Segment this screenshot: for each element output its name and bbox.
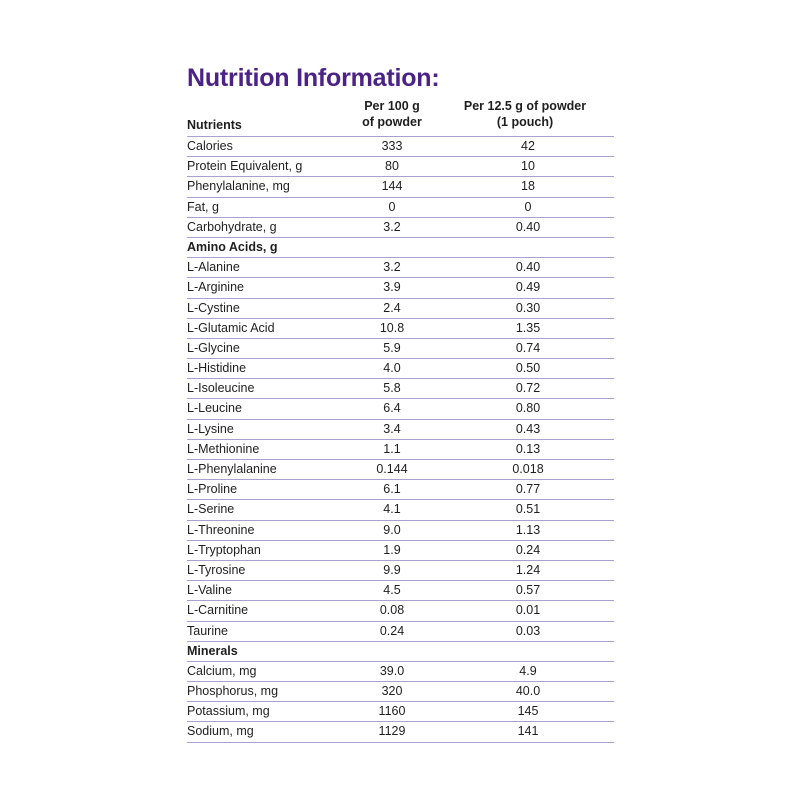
value-per-100g: 4.0: [383, 361, 401, 376]
nutrient-name: L-Glutamic Acid: [187, 320, 275, 335]
value-per-100g: 6.4: [383, 401, 401, 416]
nutrient-name: L-Cystine: [187, 300, 240, 315]
nutrient-name: Sodium, mg: [187, 724, 254, 739]
value-per-100g: 320: [381, 684, 403, 699]
value-per-pouch: 145: [517, 704, 539, 719]
nutrient-name: Calories: [187, 139, 233, 153]
value-per-100g: 333: [381, 139, 403, 153]
table-row: [187, 258, 614, 278]
table-row: [187, 278, 614, 298]
table-row: [187, 359, 614, 379]
value-per-100g: 4.1: [383, 502, 401, 517]
nutrient-name: Carbohydrate, g: [187, 219, 277, 234]
table-row: [187, 561, 614, 581]
nutrient-name: L-Phenylalanine: [187, 462, 277, 476]
table-row: [187, 137, 614, 157]
value-per-100g: 10.8: [379, 320, 405, 335]
value-per-100g: 5.9: [383, 340, 401, 355]
table-row: [187, 521, 614, 541]
header-nutrients: Nutrients: [187, 118, 242, 132]
table-row: [187, 319, 614, 339]
value-per-pouch: 0.77: [515, 482, 541, 497]
value-per-pouch: 0.40: [515, 260, 541, 275]
table-header: [187, 96, 614, 137]
table-row: [187, 299, 614, 319]
value-per-pouch: 141: [517, 724, 539, 739]
table-body: [187, 137, 614, 743]
value-per-pouch: 10: [521, 159, 535, 174]
nutrient-name: L-Serine: [187, 502, 235, 517]
value-per-100g: 4.5: [383, 583, 401, 598]
table-row: [187, 722, 614, 742]
value-per-100g: 0.08: [379, 603, 405, 618]
table-row: [187, 420, 614, 440]
nutrient-name: L-Methionine: [187, 441, 260, 456]
nutrient-name: L-Glycine: [187, 340, 240, 355]
section-header-row: [187, 642, 614, 662]
value-per-100g: 0: [388, 199, 396, 214]
nutrient-name: Calcium, mg: [187, 663, 257, 678]
value-per-pouch: 0.24: [515, 542, 541, 557]
value-per-pouch: 4.9: [519, 663, 537, 678]
value-per-100g: 1.1: [383, 441, 401, 456]
table-row: [187, 177, 614, 197]
table-row: [187, 218, 614, 238]
nutrient-name: L-Threonine: [187, 522, 255, 537]
table-row: [187, 440, 614, 460]
nutrient-name: Potassium, mg: [187, 704, 270, 719]
nutrient-name: L-Valine: [187, 583, 232, 598]
value-per-pouch: 42: [521, 139, 535, 153]
nutrient-name: L-Leucine: [187, 401, 242, 416]
value-per-pouch: 0.01: [515, 603, 541, 618]
nutrient-name: L-Carnitine: [187, 603, 249, 618]
value-per-pouch: 0.49: [515, 280, 541, 295]
value-per-pouch: 0.30: [515, 300, 541, 315]
value-per-100g: 0.144: [376, 462, 408, 476]
value-per-100g: 0.24: [379, 623, 405, 638]
table-row: [187, 581, 614, 601]
value-per-100g: 9.0: [383, 522, 401, 537]
table-row: [187, 702, 614, 722]
value-per-pouch: 0.51: [515, 502, 541, 517]
value-per-pouch: 0.57: [515, 583, 541, 598]
table-row: [187, 157, 614, 177]
table-row: [187, 480, 614, 500]
value-per-pouch: 0.74: [515, 340, 541, 355]
nutrient-name: L-Alanine: [187, 260, 240, 275]
value-per-pouch: 0: [524, 199, 532, 214]
nutrient-name: Amino Acids, g: [187, 239, 278, 254]
value-per-100g: 3.2: [383, 219, 401, 234]
value-per-100g: 5.8: [383, 381, 401, 396]
table-row: [187, 399, 614, 419]
nutrient-name: L-Tyrosine: [187, 562, 246, 577]
value-per-pouch: 40.0: [515, 684, 541, 699]
table-row: [187, 500, 614, 520]
nutrient-name: Phosphorus, mg: [187, 684, 279, 699]
nutrient-name: L-Histidine: [187, 361, 247, 376]
header-per-100g: Per 100 g of powder: [362, 99, 422, 129]
table-row: [187, 541, 614, 561]
value-per-pouch: 0.50: [515, 361, 541, 376]
table-row: [187, 198, 614, 218]
value-per-100g: 1.9: [383, 542, 401, 557]
table-row: [187, 601, 614, 621]
value-per-100g: 1129: [378, 724, 406, 739]
nutrient-name: Minerals: [187, 643, 238, 658]
value-per-pouch: 18: [521, 179, 535, 194]
value-per-100g: 80: [385, 159, 399, 174]
nutrition-table: [187, 96, 614, 743]
value-per-100g: 3.9: [383, 280, 401, 295]
value-per-100g: 1160: [378, 704, 406, 719]
nutrient-name: Phenylalanine, mg: [187, 179, 290, 194]
value-per-100g: 144: [381, 179, 403, 194]
value-per-100g: 9.9: [383, 562, 401, 577]
table-row: [187, 339, 614, 359]
value-per-100g: 6.1: [383, 482, 401, 497]
value-per-pouch: 0.40: [515, 219, 541, 234]
header-per-pouch: Per 12.5 g of powder (1 pouch): [463, 99, 587, 129]
nutrient-name: Fat, g: [187, 199, 219, 214]
page-title: Nutrition Information:: [187, 64, 440, 92]
table-row: [187, 682, 614, 702]
value-per-100g: 39.0: [379, 663, 405, 678]
nutrient-name: Taurine: [187, 623, 228, 638]
value-per-pouch: 1.24: [515, 562, 541, 577]
nutrient-name: L-Lysine: [187, 421, 234, 436]
value-per-pouch: 1.35: [515, 320, 541, 335]
value-per-100g: 2.4: [383, 300, 401, 315]
value-per-pouch: 0.43: [515, 421, 541, 436]
value-per-pouch: 0.03: [515, 623, 541, 638]
nutrient-name: L-Tryptophan: [187, 542, 261, 557]
nutrient-name: L-Proline: [187, 482, 238, 497]
value-per-pouch: 1.13: [515, 522, 541, 537]
value-per-100g: 3.4: [383, 421, 401, 436]
table-row: [187, 379, 614, 399]
nutrient-name: L-Isoleucine: [187, 381, 255, 396]
nutrient-name: Protein Equivalent, g: [187, 159, 303, 174]
table-row: [187, 460, 614, 480]
table-row: [187, 662, 614, 682]
value-per-100g: 3.2: [383, 260, 401, 275]
section-header-row: [187, 238, 614, 258]
nutrient-name: L-Arginine: [187, 280, 244, 295]
table-row: [187, 622, 614, 642]
value-per-pouch: 0.018: [512, 462, 544, 476]
value-per-pouch: 0.13: [515, 441, 541, 456]
value-per-pouch: 0.72: [515, 381, 541, 396]
value-per-pouch: 0.80: [515, 401, 541, 416]
